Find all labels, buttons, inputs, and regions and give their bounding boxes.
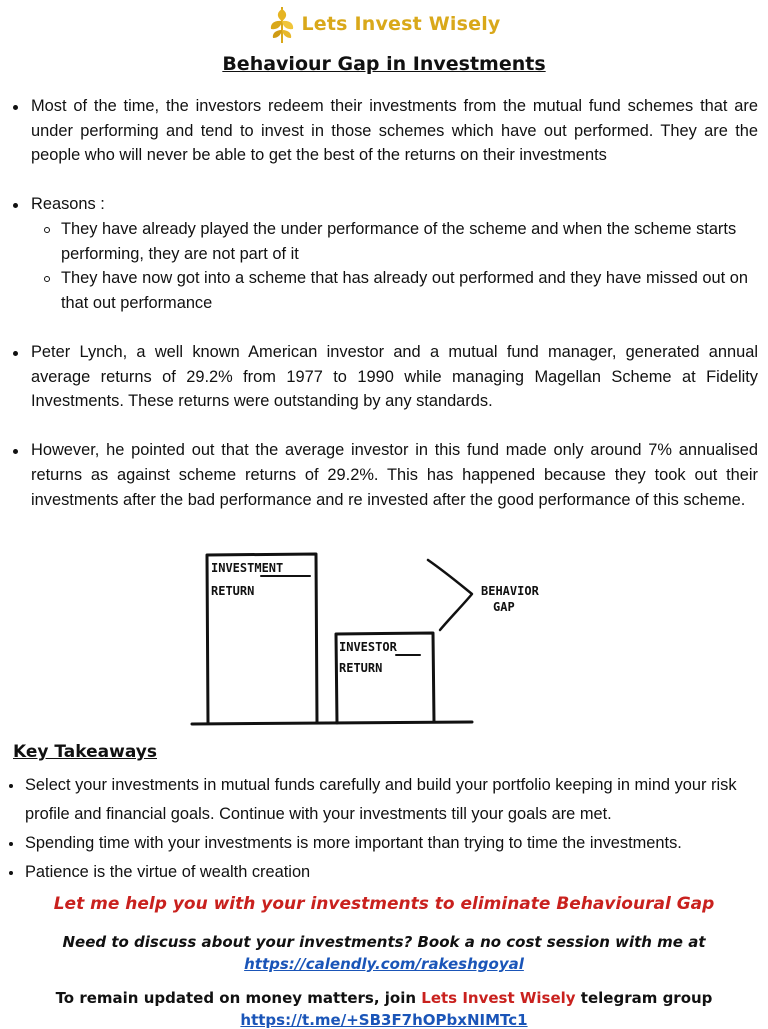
header — [0, 2, 768, 46]
takeaway-item: Patience is the virtue of wealth creation — [6, 858, 766, 887]
investor-label-2: RETURN — [339, 661, 383, 675]
baseline — [192, 722, 472, 724]
page-title: Behaviour Gap in Investments — [222, 53, 546, 75]
gap-label-1: BEHAVIOR — [481, 584, 539, 598]
key-takeaways-list — [6, 771, 766, 887]
calendly-link[interactable]: https://calendly.com/rakeshgoyal — [244, 955, 524, 973]
telegram-suffix: telegram group — [575, 989, 713, 1007]
calendly-link-container — [0, 955, 768, 973]
telegram-brand: Lets Invest Wisely — [421, 989, 576, 1007]
telegram-prompt — [0, 989, 768, 1007]
paragraph-peter-lynch: Peter Lynch, a well known American investor and a mutual fund manager, generated annual average returns of 29.2% from 1977 to 1990 while managing Magellan Scheme at Fidelity Investments. These returns were outstanding by any standards. — [10, 340, 758, 414]
reasons-heading: Reasons : — [10, 192, 758, 217]
reason-item: They have now got into a scheme that has already out performed and they have missed out on that out performance — [10, 266, 758, 315]
investment-label-1: INVESTMENT — [211, 561, 284, 575]
investment-label-2: RETURN — [211, 584, 255, 598]
telegram-prefix: To remain updated on money matters, join — [55, 989, 422, 1007]
takeaway-item: Select your investments in mutual funds carefully and build your portfolio keeping in mind your risk profile and financial goals. Continue with your investments till your goals are met. — [6, 771, 766, 829]
intro-section — [10, 94, 758, 512]
reason-item: They have already played the under performance of the scheme and when the scheme starts performing, they are not part of it — [10, 217, 758, 266]
investment-return-bar — [207, 554, 317, 723]
telegram-link-container — [0, 1011, 768, 1029]
telegram-link[interactable]: https://t.me/+SB3F7hOPbxNIMTc1 — [240, 1011, 528, 1029]
brand-name: Lets Invest Wisely — [301, 13, 501, 35]
gap-bracket — [428, 560, 472, 630]
cta-headline: Let me help you with your investments to eliminate Behavioural Gap — [53, 894, 715, 914]
booking-prompt: Need to discuss about your investments? Book a no cost session with me at — [62, 933, 706, 951]
behavior-gap-illustration — [190, 550, 570, 735]
wheat-leaf-icon — [267, 3, 297, 45]
gap-label-2: GAP — [493, 600, 515, 614]
key-takeaways-title: Key Takeaways — [13, 742, 157, 762]
paragraph-investor-returns: However, he pointed out that the average investor in this fund made only around 7% annualised returns as against scheme returns of 29.2%. This has happened because they took out their investments after the bad performance and re invested after the good performance of this scheme. — [10, 438, 758, 512]
investor-label-1: INVESTOR — [339, 640, 397, 654]
paragraph-redemption: Most of the time, the investors redeem their investments from the mutual fund schemes that are under performing and tend to invest in those schemes which have out performed. They are the people who will never be able to get the best of the returns on their investments — [10, 94, 758, 168]
takeaway-item: Spending time with your investments is more important than trying to time the investments. — [6, 829, 766, 858]
